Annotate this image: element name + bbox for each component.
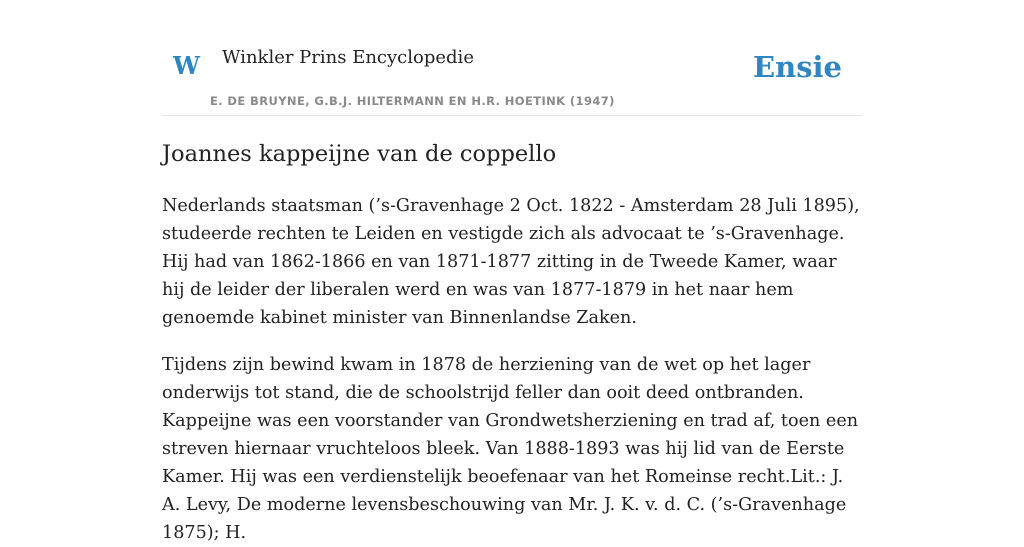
site-header [162, 40, 862, 116]
publication-title[interactable]: Winkler Prins Encyclopedie [222, 47, 474, 68]
article [162, 138, 862, 547]
winkler-prins-logo[interactable]: W [173, 51, 200, 80]
article-paragraph: Nederlands staatsman (’s-Gravenhage 2 Oct. 1822 - Amsterdam 28 Juli 1895), studeerde rechten te Leiden en vestigde zich als advocaat te ’s-Gravenhage. Hij had van 1862-1866 en van 1871-1877 zitting in de Tweede Kamer, waar hij de leider der liberalen werd en was van 1877-1879 in het naar hem genoemde kabinet minister van Binnenlandse Zaken. [162, 196, 860, 328]
article-title: Joannes kappeijne van de coppello [162, 141, 557, 167]
article-paragraph: Tijdens zijn bewind kwam in 1878 de herziening van de wet op het lager onderwijs tot stand, die de schoolstrijd feller dan ooit deed ontbranden. Kappeijne was een voorstander van Grondwetsherziening en trad af, toen een streven hiernaar vruchteloos bleek. Van 1888-1893 was hij lid van de Eerste Kamer. Hij was een verdienstelijk beoefenaar van het Romeinse recht.Lit.: J. A. Levy, De moderne levensbeschouwing van Mr. J. K. v. d. C. (’s-Gravenhage 1875); H. [162, 355, 859, 543]
publication-authors: E. DE BRUYNE, G.B.J. HILTERMANN EN H.R. HOETINK (1947) [210, 94, 615, 108]
ensie-logo[interactable]: Ensie [753, 50, 842, 84]
article-body [162, 192, 862, 547]
